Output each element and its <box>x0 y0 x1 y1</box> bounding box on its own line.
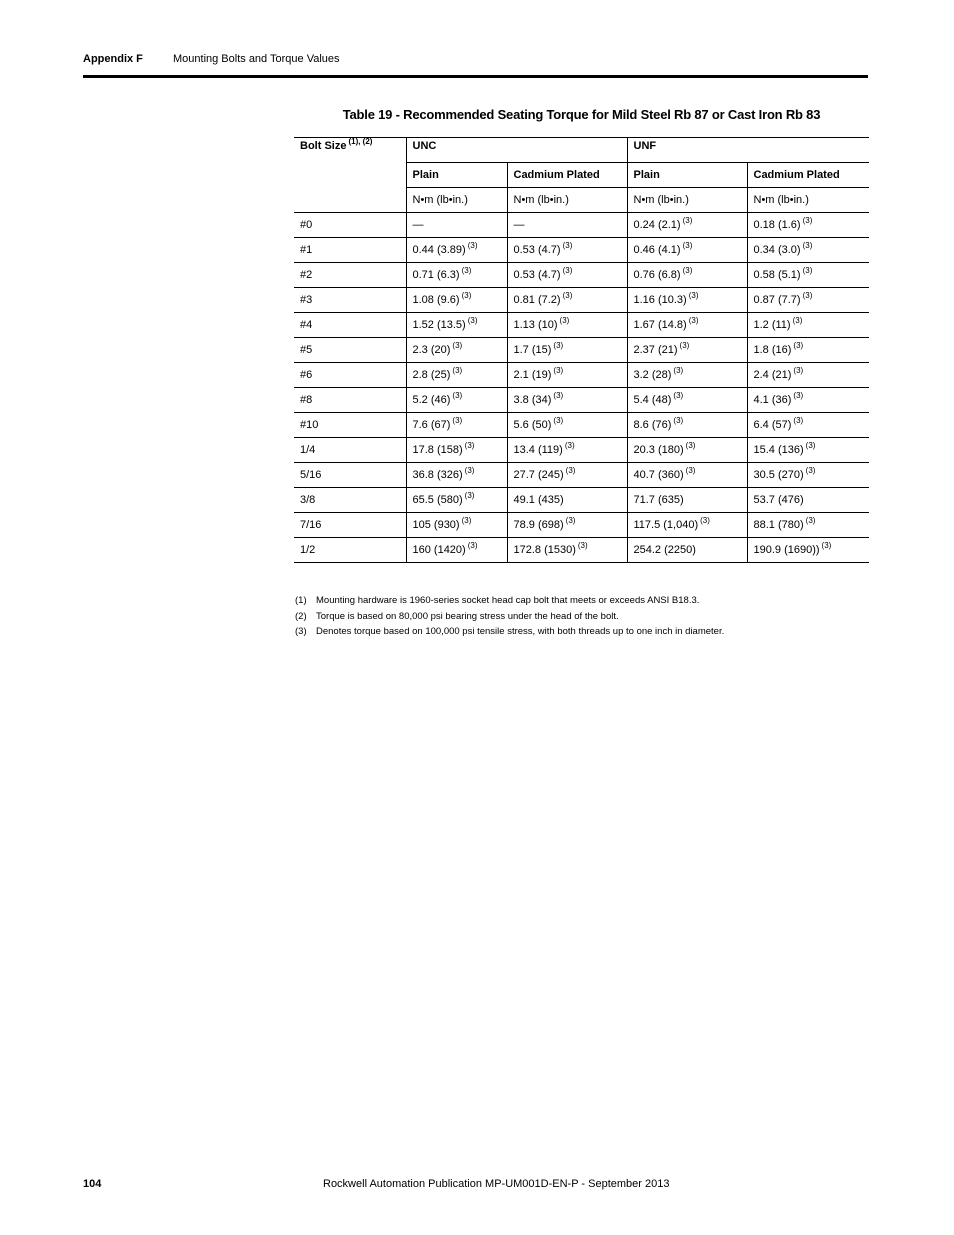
table-row <box>294 388 869 413</box>
footnote-ref: (3) <box>564 441 575 450</box>
torque-cell <box>627 388 747 413</box>
torque-cell <box>507 338 627 363</box>
appendix-label: Appendix F <box>83 53 143 65</box>
footnote-ref: (3) <box>461 266 472 275</box>
subhead-unf-cadmium: Cadmium Plated <box>747 163 869 188</box>
torque-value: 40.7 (360) <box>633 469 684 481</box>
page-header <box>83 53 868 78</box>
footnote-number: (1) <box>295 595 307 607</box>
torque-value: — <box>412 219 424 231</box>
footnote-ref: (3) <box>562 241 573 250</box>
footnote-ref: (3) <box>793 366 804 375</box>
torque-value: 3.8 (34) <box>513 394 552 406</box>
torque-table <box>294 137 869 563</box>
table-row <box>294 463 869 488</box>
torque-cell <box>747 388 869 413</box>
unit-label: N•m (lb•in.) <box>627 188 747 213</box>
bolt-size-cell: #6 <box>294 363 406 388</box>
torque-value: 0.81 (7.2) <box>513 294 561 306</box>
bolt-size-cell: 1/4 <box>294 438 406 463</box>
footnote-ref: (3) <box>682 241 693 250</box>
torque-value: 3.2 (28) <box>633 369 672 381</box>
bolt-size-cell: #0 <box>294 213 406 238</box>
torque-value: 5.4 (48) <box>633 394 672 406</box>
torque-value: 13.4 (119) <box>513 444 563 456</box>
torque-value: 0.46 (4.1) <box>633 244 681 256</box>
footnote-ref: (3) <box>577 541 588 550</box>
torque-value: 30.5 (270) <box>753 469 804 481</box>
footnote-ref: (3) <box>682 216 693 225</box>
page-number: 104 <box>83 1178 102 1190</box>
table-row <box>294 288 869 313</box>
torque-cell <box>406 313 507 338</box>
torque-cell <box>627 338 747 363</box>
torque-cell <box>406 463 507 488</box>
torque-cell <box>507 213 627 238</box>
torque-cell <box>747 213 869 238</box>
torque-value: 8.6 (76) <box>633 419 672 431</box>
torque-cell <box>627 288 747 313</box>
subhead-unf-plain: Plain <box>627 163 747 188</box>
torque-cell <box>627 213 747 238</box>
torque-value: 0.76 (6.8) <box>633 269 681 281</box>
footnote-ref: (3) <box>805 466 816 475</box>
bolt-size-cell: #1 <box>294 238 406 263</box>
torque-cell <box>406 363 507 388</box>
footnote-ref: (3) <box>685 441 696 450</box>
footnote-ref: (3) <box>688 316 699 325</box>
footnote-ref: (3) <box>793 391 804 400</box>
footnote-ref: (3) <box>553 341 564 350</box>
footnote-ref: (3) <box>565 466 576 475</box>
unit-label: N•m (lb•in.) <box>747 188 869 213</box>
footnote-ref: (3) <box>793 416 804 425</box>
footnote-ref: (3) <box>461 516 472 525</box>
footnote-ref: (3) <box>562 266 573 275</box>
footnote-ref: (3) <box>461 291 472 300</box>
footnote-ref: (3) <box>688 291 699 300</box>
torque-value: 17.8 (158) <box>412 444 463 456</box>
torque-value: 71.7 (635) <box>633 494 684 506</box>
footnote-ref: (3) <box>464 491 475 500</box>
bolt-size-cell: 1/2 <box>294 538 406 563</box>
footnote-ref: (3) <box>802 216 813 225</box>
torque-value: 7.6 (67) <box>412 419 451 431</box>
footnote-ref: (3) <box>452 416 463 425</box>
footnote-ref: (3) <box>805 441 816 450</box>
torque-value: 2.3 (20) <box>412 344 451 356</box>
footnote-ref: (3) <box>553 366 564 375</box>
footnote-ref: (3) <box>793 341 804 350</box>
torque-value: 0.18 (1.6) <box>753 219 801 231</box>
footnote <box>295 593 724 609</box>
torque-cell <box>747 413 869 438</box>
torque-value: 20.3 (180) <box>633 444 684 456</box>
torque-cell <box>406 513 507 538</box>
footnote-ref: (3) <box>802 291 813 300</box>
torque-cell <box>507 538 627 563</box>
footnote-ref: (3) <box>700 516 710 525</box>
torque-value: 0.53 (4.7) <box>513 244 561 256</box>
footnote-ref: (3) <box>553 416 564 425</box>
torque-value: 172.8 (1530) <box>513 544 576 556</box>
footnote-ref: (3) <box>562 291 573 300</box>
table-row <box>294 513 869 538</box>
subhead-unc-cadmium: Cadmium Plated <box>507 163 627 188</box>
table-row <box>294 313 869 338</box>
footnote-ref: (3) <box>452 341 463 350</box>
torque-value: 0.53 (4.7) <box>513 269 561 281</box>
torque-value: 1.16 (10.3) <box>633 294 687 306</box>
torque-cell <box>747 338 869 363</box>
bolt-size-cell: #10 <box>294 413 406 438</box>
torque-cell <box>406 263 507 288</box>
footnote-ref: (3) <box>464 441 475 450</box>
torque-value: 27.7 (245) <box>513 469 564 481</box>
footnote-ref: (3) <box>805 516 816 525</box>
torque-cell <box>507 513 627 538</box>
footnote-ref: (3) <box>467 316 478 325</box>
torque-cell <box>507 363 627 388</box>
torque-cell <box>627 513 747 538</box>
torque-value: 0.24 (2.1) <box>633 219 681 231</box>
torque-value: 1.67 (14.8) <box>633 319 687 331</box>
torque-cell <box>747 538 869 563</box>
torque-cell <box>747 263 869 288</box>
table-body <box>294 213 869 563</box>
footnote <box>295 624 724 640</box>
torque-cell <box>406 288 507 313</box>
table-row <box>294 213 869 238</box>
subhead-unc-plain: Plain <box>406 163 507 188</box>
torque-cell <box>747 238 869 263</box>
footnotes <box>295 593 724 640</box>
footnote-ref: (3) <box>467 541 478 550</box>
footnote <box>295 609 724 625</box>
torque-value: 190.9 (1690)) <box>753 544 820 556</box>
bolt-size-cell: 3/8 <box>294 488 406 513</box>
footnote-ref: (3) <box>452 366 463 375</box>
torque-cell <box>627 238 747 263</box>
bolt-size-label: Bolt Size <box>300 140 347 152</box>
torque-cell <box>507 463 627 488</box>
torque-cell <box>627 413 747 438</box>
table-row <box>294 338 869 363</box>
torque-cell <box>627 263 747 288</box>
footnote-ref: (3) <box>685 466 696 475</box>
torque-value: 160 (1420) <box>412 544 466 556</box>
torque-value: 1.7 (15) <box>513 344 552 356</box>
torque-value: 65.5 (580) <box>412 494 463 506</box>
torque-value: — <box>513 219 525 231</box>
torque-value: 2.37 (21) <box>633 344 678 356</box>
torque-value: 4.1 (36) <box>753 394 792 406</box>
footnote-number: (2) <box>295 610 307 622</box>
unit-label: N•m (lb•in.) <box>507 188 627 213</box>
torque-cell <box>627 313 747 338</box>
table-row <box>294 488 869 513</box>
torque-cell <box>406 413 507 438</box>
torque-cell <box>747 488 869 513</box>
torque-cell <box>507 488 627 513</box>
bolt-size-cell: 5/16 <box>294 463 406 488</box>
footnote-ref: (3) <box>565 516 576 525</box>
torque-cell <box>507 288 627 313</box>
bolt-size-footnote-ref: (1), (2) <box>348 137 373 146</box>
table-row <box>294 538 869 563</box>
torque-value: 0.71 (6.3) <box>412 269 460 281</box>
publication-info: Rockwell Automation Publication MP-UM001D-EN-P - September 2013 <box>323 1178 670 1190</box>
group-header-unc: UNC <box>406 138 627 163</box>
torque-value: 1.13 (10) <box>513 319 558 331</box>
torque-cell <box>406 213 507 238</box>
footnote-text: Mounting hardware is 1960-series socket head cap bolt that meets or exceeds ANSI B18.3. <box>316 595 700 607</box>
section-title: Mounting Bolts and Torque Values <box>173 53 340 65</box>
torque-cell <box>747 513 869 538</box>
torque-value: 0.34 (3.0) <box>753 244 801 256</box>
table-title: Table 19 - Recommended Seating Torque for Mild Steel Rb 87 or Cast Iron Rb 83 <box>342 107 821 122</box>
torque-value: 15.4 (136) <box>753 444 804 456</box>
torque-value: 105 (930) <box>412 519 460 531</box>
bolt-size-cell: #8 <box>294 388 406 413</box>
torque-cell <box>507 313 627 338</box>
torque-cell <box>747 463 869 488</box>
footnote-ref: (3) <box>673 391 684 400</box>
torque-cell <box>507 413 627 438</box>
torque-value: 49.1 (435) <box>513 494 564 506</box>
torque-value: 1.52 (13.5) <box>412 319 466 331</box>
torque-cell <box>627 438 747 463</box>
footnote-ref: (3) <box>802 241 813 250</box>
footnote-ref: (3) <box>559 316 570 325</box>
torque-cell <box>627 463 747 488</box>
torque-cell <box>406 388 507 413</box>
torque-cell <box>507 238 627 263</box>
table-row <box>294 238 869 263</box>
torque-cell <box>747 438 869 463</box>
footnote-ref: (3) <box>679 341 690 350</box>
torque-value: 2.1 (19) <box>513 369 552 381</box>
torque-cell <box>747 363 869 388</box>
footnote-ref: (3) <box>464 466 475 475</box>
torque-cell <box>406 338 507 363</box>
table-row <box>294 263 869 288</box>
bolt-size-cell: #4 <box>294 313 406 338</box>
torque-cell <box>747 288 869 313</box>
footnote-ref: (3) <box>821 541 832 550</box>
header-row-groups <box>294 138 869 163</box>
footnote-ref: (3) <box>792 316 803 325</box>
table-row <box>294 413 869 438</box>
torque-value: 1.2 (11) <box>753 319 791 331</box>
unit-label: N•m (lb•in.) <box>406 188 507 213</box>
torque-value: 1.8 (16) <box>753 344 792 356</box>
torque-value: 2.8 (25) <box>412 369 451 381</box>
table-row <box>294 363 869 388</box>
footnote-text: Torque is based on 80,000 psi bearing stress under the head of the bolt. <box>316 610 619 622</box>
torque-value: 2.4 (21) <box>753 369 792 381</box>
torque-value: 254.2 (2250) <box>633 544 696 556</box>
table-row <box>294 438 869 463</box>
torque-cell <box>507 388 627 413</box>
torque-cell <box>747 313 869 338</box>
footnote-ref: (3) <box>802 266 813 275</box>
torque-value: 88.1 (780) <box>753 519 804 531</box>
torque-cell <box>406 438 507 463</box>
torque-cell <box>507 438 627 463</box>
torque-value: 0.58 (5.1) <box>753 269 801 281</box>
group-header-unf: UNF <box>627 138 869 163</box>
bolt-size-cell: 7/16 <box>294 513 406 538</box>
torque-cell <box>406 538 507 563</box>
footnote-ref: (3) <box>452 391 463 400</box>
bolt-size-header <box>294 138 406 213</box>
torque-value: 5.6 (50) <box>513 419 552 431</box>
bolt-size-cell: #3 <box>294 288 406 313</box>
torque-value: 0.44 (3.89) <box>412 244 466 256</box>
footnote-number: (3) <box>295 626 307 638</box>
torque-value: 36.8 (326) <box>412 469 463 481</box>
bolt-size-cell: #2 <box>294 263 406 288</box>
torque-value: 5.2 (46) <box>412 394 451 406</box>
footnote-ref: (3) <box>673 366 684 375</box>
torque-value: 1.08 (9.6) <box>412 294 460 306</box>
torque-cell <box>627 363 747 388</box>
footnote-ref: (3) <box>682 266 693 275</box>
torque-value: 0.87 (7.7) <box>753 294 801 306</box>
torque-value: 78.9 (698) <box>513 519 564 531</box>
torque-cell <box>627 488 747 513</box>
footnote-ref: (3) <box>467 241 478 250</box>
torque-cell <box>627 538 747 563</box>
torque-value: 6.4 (57) <box>753 419 792 431</box>
torque-cell <box>406 238 507 263</box>
footnote-ref: (3) <box>553 391 564 400</box>
torque-cell <box>507 263 627 288</box>
footnote-text: Denotes torque based on 100,000 psi tensile stress, with both threads up to one inch in diameter. <box>316 626 725 638</box>
footnote-ref: (3) <box>673 416 684 425</box>
bolt-size-cell: #5 <box>294 338 406 363</box>
torque-value: 53.7 (476) <box>753 494 804 506</box>
torque-cell <box>406 488 507 513</box>
torque-value: 117.5 (1,040) <box>633 519 699 531</box>
